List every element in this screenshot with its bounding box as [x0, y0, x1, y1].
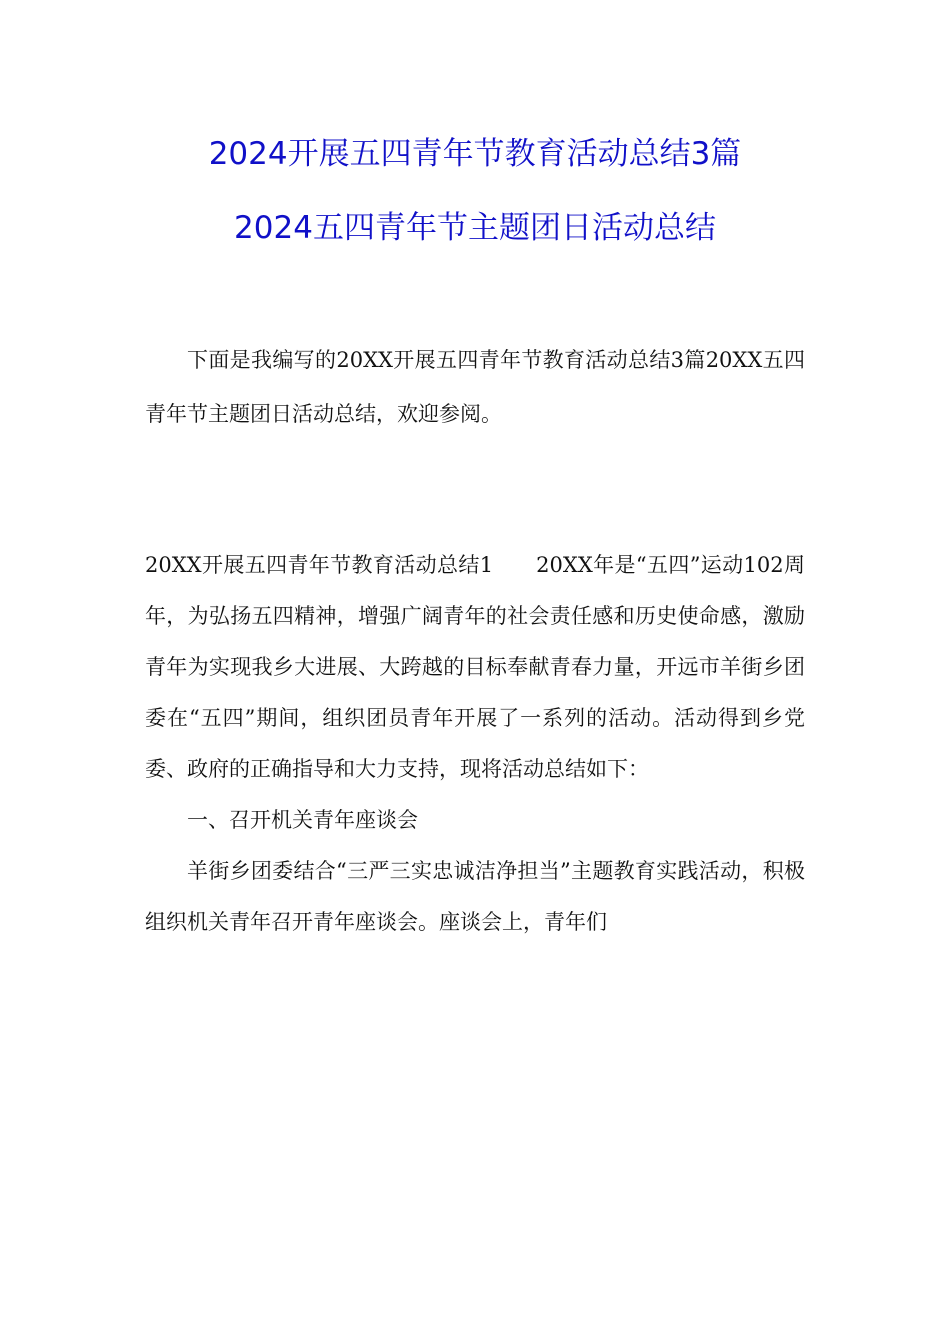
document-title-line-2: 2024五四青年节主题团日活动总结 [234, 210, 716, 246]
section-1-paragraph: 20XX开展五四青年节教育活动总结1 20XX年是“五四”运动102周年，为弘扬五四精神，增强广阔青年的社会责任感和历史使命感，激励青年为实现我乡大进展、大跨越的目标奉献青春力量，开远市羊街乡团委在“五四”期间，组织团员青年开展了一系列的活动。活动得到乡党委、政府的正确指导和大力支持，现将活动总结如下： [145, 553, 805, 781]
intro-paragraph: 下面是我编写的20XX开展五四青年节教育活动总结3篇20XX五四青年节主题团日活动总结，欢迎参阅。 [145, 348, 805, 426]
paragraph-2: 羊街乡团委结合“三严三实忠诚洁净担当”主题教育实践活动，积极组织机关青年召开青年座谈会。座谈会上，青年们 [145, 859, 805, 934]
document-title-line-1: 2024开展五四青年节教育活动总结3篇 [208, 136, 742, 172]
section-1-content [145, 540, 805, 948]
section-heading-1: 一、召开机关青年座谈会 [187, 808, 418, 832]
